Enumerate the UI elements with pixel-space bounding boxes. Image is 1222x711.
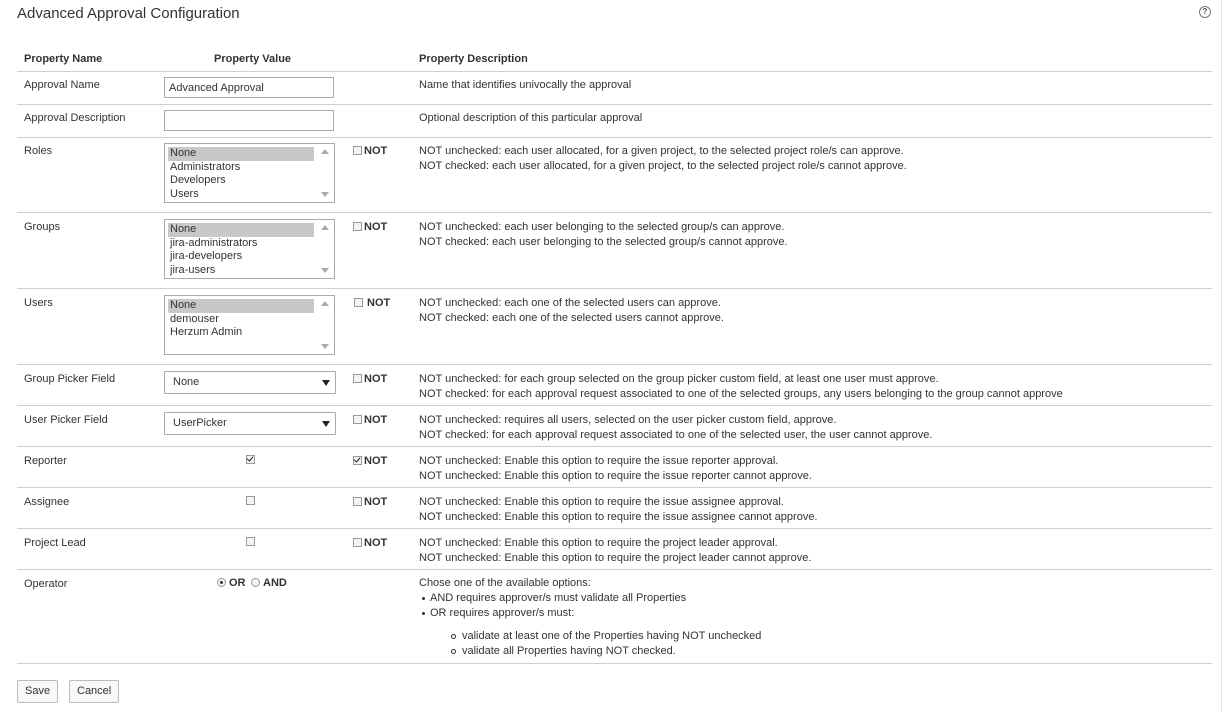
operator-or-radio[interactable] xyxy=(217,578,226,587)
reporter-not-label: NOT xyxy=(364,455,388,467)
row-divider xyxy=(17,446,1212,447)
scroll-down-arrow-icon[interactable] xyxy=(321,192,329,197)
list-item: validate at least one of the Properties having NOT unchecked xyxy=(419,629,761,644)
row-divider xyxy=(17,364,1212,365)
group-picker-select[interactable] xyxy=(164,371,336,394)
users-not-checkbox[interactable] xyxy=(354,298,363,307)
description-line: NOT unchecked: for each group selected on the group picker custom field, at least one user must approve. xyxy=(419,373,939,385)
page-title: Advanced Approval Configuration xyxy=(17,5,240,22)
user-picker-description xyxy=(419,413,932,443)
users-label: Users xyxy=(24,297,53,309)
operator-and-radio[interactable] xyxy=(251,578,260,587)
assignee-description xyxy=(419,495,818,525)
column-header-name: Property Name xyxy=(24,53,103,65)
row-divider xyxy=(17,405,1212,406)
users-scrollbar[interactable] xyxy=(317,296,334,354)
groups-not-label: NOT xyxy=(364,221,388,233)
save-button[interactable]: Save xyxy=(17,680,58,703)
groups-description xyxy=(419,220,788,250)
groups-option[interactable]: jira-administrators xyxy=(170,236,258,249)
description-line: NOT checked: for each approval request associated to one of the selected user, the user cannot approve. xyxy=(419,429,933,441)
roles-not-checkbox[interactable] xyxy=(353,146,362,155)
assignee-not-checkbox[interactable] xyxy=(353,497,362,506)
groups-scrollbar[interactable] xyxy=(317,220,334,278)
roles-option[interactable]: None xyxy=(168,147,314,161)
groups-option[interactable]: None xyxy=(168,223,314,237)
operator-or-label: OR xyxy=(229,577,246,589)
column-header-description: Property Description xyxy=(419,53,528,65)
roles-scrollbar[interactable] xyxy=(317,144,334,202)
description-line: NOT unchecked: Enable this option to require the issue reporter cannot approve. xyxy=(419,470,812,482)
roles-listbox[interactable] xyxy=(164,143,335,203)
project-lead-not-checkbox[interactable] xyxy=(353,538,362,547)
scroll-down-arrow-icon[interactable] xyxy=(321,268,329,273)
users-listbox[interactable] xyxy=(164,295,335,355)
users-option[interactable]: None xyxy=(168,299,314,313)
list-item: validate all Properties having NOT checked. xyxy=(419,644,761,659)
project-lead-not-label: NOT xyxy=(364,537,388,549)
group-picker-label: Group Picker Field xyxy=(24,373,116,385)
dropdown-caret-icon xyxy=(322,421,330,427)
list-item: AND requires approver/s must validate all Properties xyxy=(419,591,761,606)
description-line: NOT checked: for each approval request associated to one of the selected groups, any users belonging to the group cannot approve xyxy=(419,388,1063,400)
description-line: Chose one of the available options: xyxy=(419,577,591,589)
description-line: NOT checked: each one of the selected users cannot approve. xyxy=(419,312,724,324)
user-picker-selected-value: UserPicker xyxy=(173,417,227,429)
approval-description-label: Approval Description xyxy=(24,112,126,124)
roles-option[interactable]: Developers xyxy=(170,174,226,186)
group-picker-not-checkbox[interactable] xyxy=(353,374,362,383)
operator-bullet-list xyxy=(419,591,761,621)
description-line: NOT unchecked: each user allocated, for a given project, to the selected project role/s can approve. xyxy=(419,145,904,157)
group-picker-selected-value: None xyxy=(173,376,200,388)
user-picker-label: User Picker Field xyxy=(24,414,108,426)
users-description xyxy=(419,296,724,326)
groups-listbox[interactable] xyxy=(164,219,335,279)
description-line: NOT checked: each user belonging to the selected group/s cannot approve. xyxy=(419,236,788,248)
roles-option[interactable]: Administrators xyxy=(170,160,241,173)
approval-description-input[interactable] xyxy=(164,110,334,131)
operator-and-label: AND xyxy=(263,577,287,589)
row-divider xyxy=(17,487,1212,488)
user-picker-select[interactable] xyxy=(164,412,336,435)
description-line: NOT checked: each user allocated, for a given project, to the selected project role/s cannot approve. xyxy=(419,160,907,172)
row-divider xyxy=(17,569,1212,570)
row-divider xyxy=(17,137,1212,138)
scroll-up-arrow-icon[interactable] xyxy=(321,301,329,306)
scroll-up-arrow-icon[interactable] xyxy=(321,149,329,154)
description-line: NOT unchecked: each one of the selected users can approve. xyxy=(419,297,721,309)
description-line: NOT unchecked: Enable this option to require the project leader cannot approve. xyxy=(419,552,812,564)
description-line: NOT unchecked: Enable this option to require the issue assignee approval. xyxy=(419,496,784,508)
approval-name-label: Approval Name xyxy=(24,79,100,91)
approval-name-description xyxy=(419,78,631,93)
row-divider xyxy=(17,104,1212,105)
project-lead-checkbox[interactable] xyxy=(246,537,255,546)
description-line: NOT unchecked: Enable this option to require the project leader approval. xyxy=(419,537,778,549)
operator-description xyxy=(419,576,761,659)
reporter-not-checkbox[interactable] xyxy=(353,456,362,465)
reporter-description xyxy=(419,454,812,484)
assignee-not-label: NOT xyxy=(364,496,388,508)
help-icon[interactable]: ? xyxy=(1199,6,1211,18)
groups-option[interactable]: jira-developers xyxy=(170,250,243,262)
dropdown-caret-icon xyxy=(322,380,330,386)
row-divider xyxy=(17,528,1212,529)
description-line: NOT unchecked: requires all users, selected on the user picker custom field, approve. xyxy=(419,414,837,426)
roles-option[interactable]: Users xyxy=(170,187,199,200)
row-divider xyxy=(17,288,1212,289)
users-option[interactable]: demouser xyxy=(170,312,219,325)
description-line: Name that identifies univocally the approval xyxy=(419,79,632,91)
user-picker-not-label: NOT xyxy=(364,414,388,426)
approval-name-input[interactable] xyxy=(164,77,334,98)
group-picker-not-label: NOT xyxy=(364,373,388,385)
operator-label: Operator xyxy=(24,578,68,590)
groups-label: Groups xyxy=(24,221,61,233)
row-divider xyxy=(17,71,1212,72)
assignee-checkbox[interactable] xyxy=(246,496,255,505)
assignee-label: Assignee xyxy=(24,496,70,508)
groups-option[interactable]: jira-users xyxy=(170,263,216,276)
scroll-down-arrow-icon[interactable] xyxy=(321,344,329,349)
users-option[interactable]: Herzum Admin xyxy=(170,326,243,338)
group-picker-description xyxy=(419,372,1063,402)
users-not-label: NOT xyxy=(367,297,391,309)
groups-not-checkbox[interactable] xyxy=(353,222,362,231)
approval-description-description xyxy=(419,111,642,126)
row-divider xyxy=(17,663,1212,664)
roles-description xyxy=(419,144,907,174)
list-item: OR requires approver/s must: xyxy=(419,606,761,621)
description-line: Optional description of this particular approval xyxy=(419,112,643,124)
roles-not-label: NOT xyxy=(364,145,388,157)
cancel-button[interactable]: Cancel xyxy=(69,680,119,703)
column-header-value: Property Value xyxy=(214,53,292,65)
project-lead-label: Project Lead xyxy=(24,537,86,549)
row-divider xyxy=(17,212,1212,213)
reporter-checkbox[interactable] xyxy=(246,455,255,464)
reporter-label: Reporter xyxy=(24,455,67,467)
description-line: NOT unchecked: Enable this option to require the issue assignee cannot approve. xyxy=(419,511,818,523)
description-line: NOT unchecked: Enable this option to require the issue reporter approval. xyxy=(419,455,779,467)
roles-label: Roles xyxy=(24,145,53,157)
description-line: NOT unchecked: each user belonging to the selected group/s can approve. xyxy=(419,221,785,233)
user-picker-not-checkbox[interactable] xyxy=(353,415,362,424)
operator-sub-bullet-list xyxy=(419,629,761,659)
scroll-up-arrow-icon[interactable] xyxy=(321,225,329,230)
project-lead-description xyxy=(419,536,811,566)
